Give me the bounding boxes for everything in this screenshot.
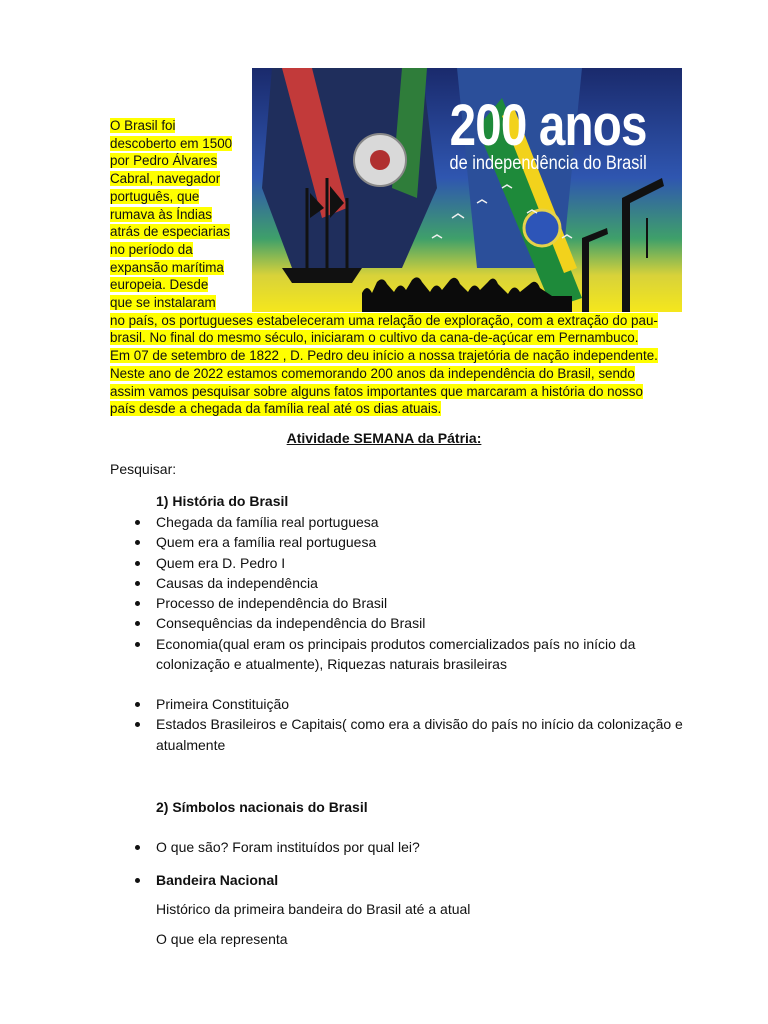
intro-line: expansão marítima <box>110 259 224 275</box>
intro-line: português, que <box>110 188 200 204</box>
section-2-heading: 2) Símbolos nacionais do Brasil <box>156 799 368 815</box>
intro-line: Cabral, navegador <box>110 171 221 187</box>
section-2-list-b <box>156 870 696 890</box>
section-1-heading: 1) História do Brasil <box>156 493 289 509</box>
intro-line: país desde a chegada da família real até os dias atuais. <box>110 401 442 417</box>
intro-paragraph <box>110 117 690 418</box>
section-1-list-b <box>156 694 696 755</box>
banner-title-big: 200 anos <box>449 93 647 158</box>
intro-line: rumava às Índias <box>110 206 212 222</box>
intro-line: Neste ano de 2022 estamos comemorando 200 anos da independência do Brasil, sendo <box>110 365 635 381</box>
list-item: Estados Brasileiros e Capitais( como era a divisão do país no início da colonização e atualmente <box>156 714 696 755</box>
activity-title: Atividade SEMANA da Pátria: <box>286 430 482 446</box>
list-item: O que são? Foram instituídos por qual lei? <box>156 837 696 857</box>
intro-line: europeia. Desde <box>110 277 209 293</box>
intro-line: assim vamos pesquisar sobre alguns fatos importantes que marcaram a história do nosso <box>110 383 643 399</box>
list-item: Primeira Constituição <box>156 694 696 714</box>
intro-line: no país, os portugueses estabeleceram uma relação de exploração, com a extração do pau- <box>110 312 658 328</box>
intro-line: Em 07 de setembro de 1822 , D. Pedro deu início a nossa trajetória de nação independente. <box>110 348 658 364</box>
intro-line: O Brasil foi <box>110 118 176 133</box>
list-item: Quem era a família real portuguesa <box>156 532 696 552</box>
section-2-list <box>156 837 696 857</box>
intro-line: atrás de especiarias <box>110 224 230 240</box>
intro-line: no período da <box>110 241 193 257</box>
section-1-list <box>156 512 696 674</box>
list-item-bold: Bandeira Nacional <box>156 870 696 890</box>
banner-subtitle: de independência do Brasil <box>449 153 647 174</box>
list-item: Chegada da família real portuguesa <box>156 512 696 532</box>
intro-line: brasil. No final do mesmo século, iniciaram o cultivo da cana-de-açúcar em Pernambuco. <box>110 330 639 346</box>
intro-line: por Pedro Álvares <box>110 153 218 169</box>
list-item: Processo de independência do Brasil <box>156 593 696 613</box>
list-item: Causas da independência <box>156 573 696 593</box>
list-item: Economia(qual eram os principais produtos comercializados país no início da colonização e atualmente), Riquezas naturais brasileiras <box>156 634 696 675</box>
intro-line: descoberto em 1500 <box>110 135 233 151</box>
intro-line: que se instalaram <box>110 295 216 311</box>
research-label: Pesquisar: <box>110 461 177 477</box>
list-item: Consequências da independência do Brasil <box>156 613 696 633</box>
flag-history-text: Histórico da primeira bandeira do Brasil até a atual <box>156 901 471 917</box>
flag-meaning-text: O que ela representa <box>156 931 288 947</box>
list-item: Quem era D. Pedro I <box>156 553 696 573</box>
